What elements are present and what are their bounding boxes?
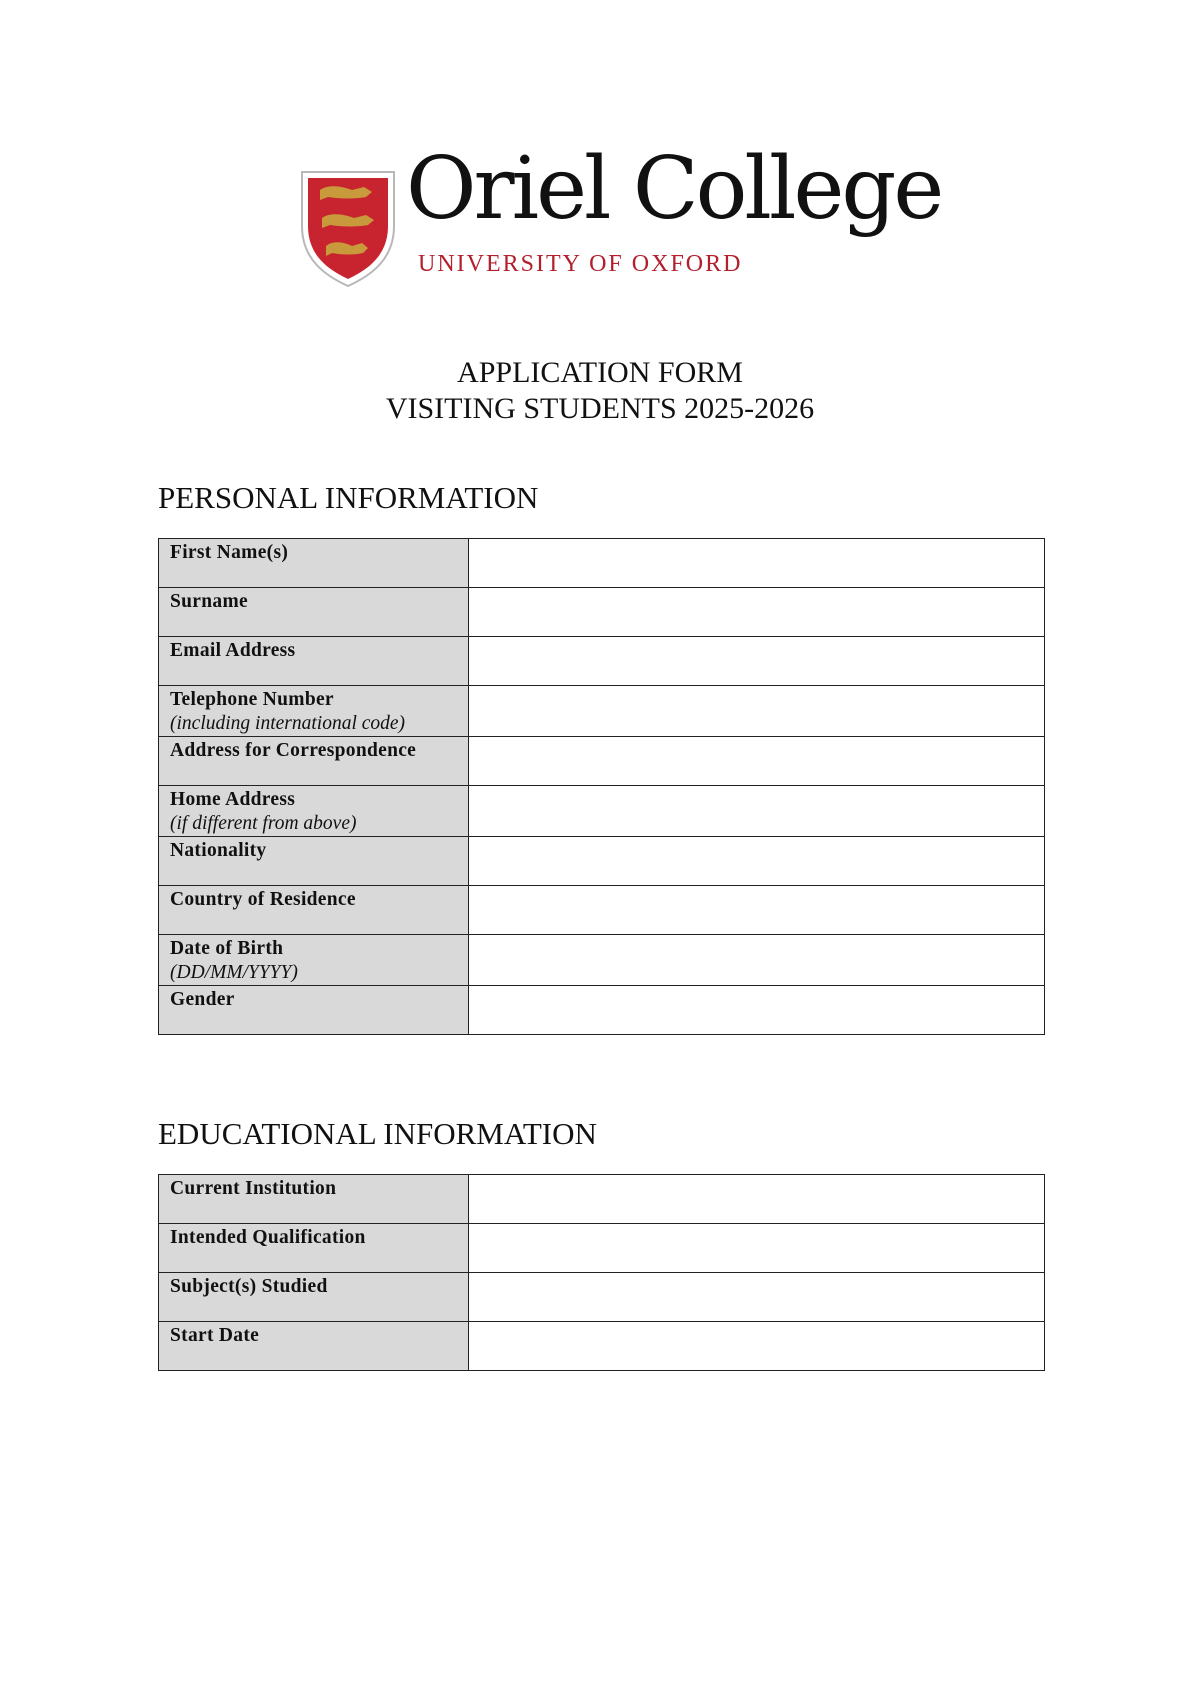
- label-text: Home Address: [170, 789, 296, 810]
- university-name: UNIVERSITY OF OXFORD: [418, 251, 743, 277]
- email-field[interactable]: [469, 637, 1045, 686]
- label-text: Intended Qualification: [170, 1227, 366, 1248]
- field-label: [159, 935, 469, 986]
- table-row: [159, 786, 1045, 837]
- label-text: Subject(s) Studied: [170, 1276, 328, 1297]
- table-row: [159, 1322, 1045, 1371]
- current-institution-field[interactable]: [469, 1175, 1045, 1224]
- field-label: [159, 886, 469, 935]
- table-row: [159, 1175, 1045, 1224]
- table-row: [159, 588, 1045, 637]
- label-text: First Name(s): [170, 542, 289, 563]
- label-note: (if different from above): [170, 813, 357, 834]
- field-label: [159, 1322, 469, 1371]
- table-row: [159, 1224, 1045, 1273]
- personal-information-heading: PERSONAL INFORMATION: [158, 480, 539, 515]
- label-text: Surname: [170, 591, 248, 612]
- surname-field[interactable]: [469, 588, 1045, 637]
- field-label: [159, 686, 469, 737]
- table-row: [159, 935, 1045, 986]
- telephone-field[interactable]: [469, 686, 1045, 737]
- table-row: [159, 986, 1045, 1035]
- table-row: [159, 539, 1045, 588]
- home-address-field[interactable]: [469, 786, 1045, 837]
- field-label: [159, 837, 469, 886]
- field-label: [159, 986, 469, 1035]
- personal-information-table: [158, 538, 1045, 1035]
- table-row: [159, 837, 1045, 886]
- field-label: [159, 539, 469, 588]
- form-subtitle: VISITING STUDENTS 2025-2026: [385, 392, 815, 425]
- intended-qualification-field[interactable]: [469, 1224, 1045, 1273]
- field-label: [159, 588, 469, 637]
- table-row: [159, 1273, 1045, 1322]
- table-row: [159, 686, 1045, 737]
- oriel-college-logo: [298, 139, 942, 288]
- label-text: Email Address: [170, 640, 296, 661]
- field-label: [159, 637, 469, 686]
- label-text: Current Institution: [170, 1178, 337, 1199]
- start-date-field[interactable]: [469, 1322, 1045, 1371]
- table-row: [159, 886, 1045, 935]
- educational-information-table: [158, 1174, 1045, 1371]
- nationality-field[interactable]: [469, 837, 1045, 886]
- educational-information-heading: EDUCATIONAL INFORMATION: [158, 1116, 597, 1151]
- label-text: Start Date: [170, 1325, 260, 1346]
- table-row: [159, 637, 1045, 686]
- subjects-studied-field[interactable]: [469, 1273, 1045, 1322]
- label-text: Gender: [170, 989, 235, 1010]
- oriel-crest-icon: [298, 168, 398, 288]
- table-row: [159, 737, 1045, 786]
- field-label: [159, 1224, 469, 1273]
- gender-field[interactable]: [469, 986, 1045, 1035]
- country-of-residence-field[interactable]: [469, 886, 1045, 935]
- label-note: (DD/MM/YYYY): [170, 962, 298, 983]
- field-label: [159, 737, 469, 786]
- form-title: APPLICATION FORM: [457, 356, 743, 389]
- label-text: Nationality: [170, 840, 267, 861]
- label-text: Telephone Number: [170, 689, 334, 710]
- correspondence-address-field[interactable]: [469, 737, 1045, 786]
- field-label: [159, 1273, 469, 1322]
- college-name: Oriel College: [406, 139, 942, 239]
- field-label: [159, 786, 469, 837]
- label-text: Date of Birth: [170, 938, 284, 959]
- first-name-field[interactable]: [469, 539, 1045, 588]
- label-text: Country of Residence: [170, 889, 356, 910]
- date-of-birth-field[interactable]: [469, 935, 1045, 986]
- label-note: (including international code): [170, 713, 406, 734]
- field-label: [159, 1175, 469, 1224]
- label-text: Address for Correspondence: [170, 740, 417, 761]
